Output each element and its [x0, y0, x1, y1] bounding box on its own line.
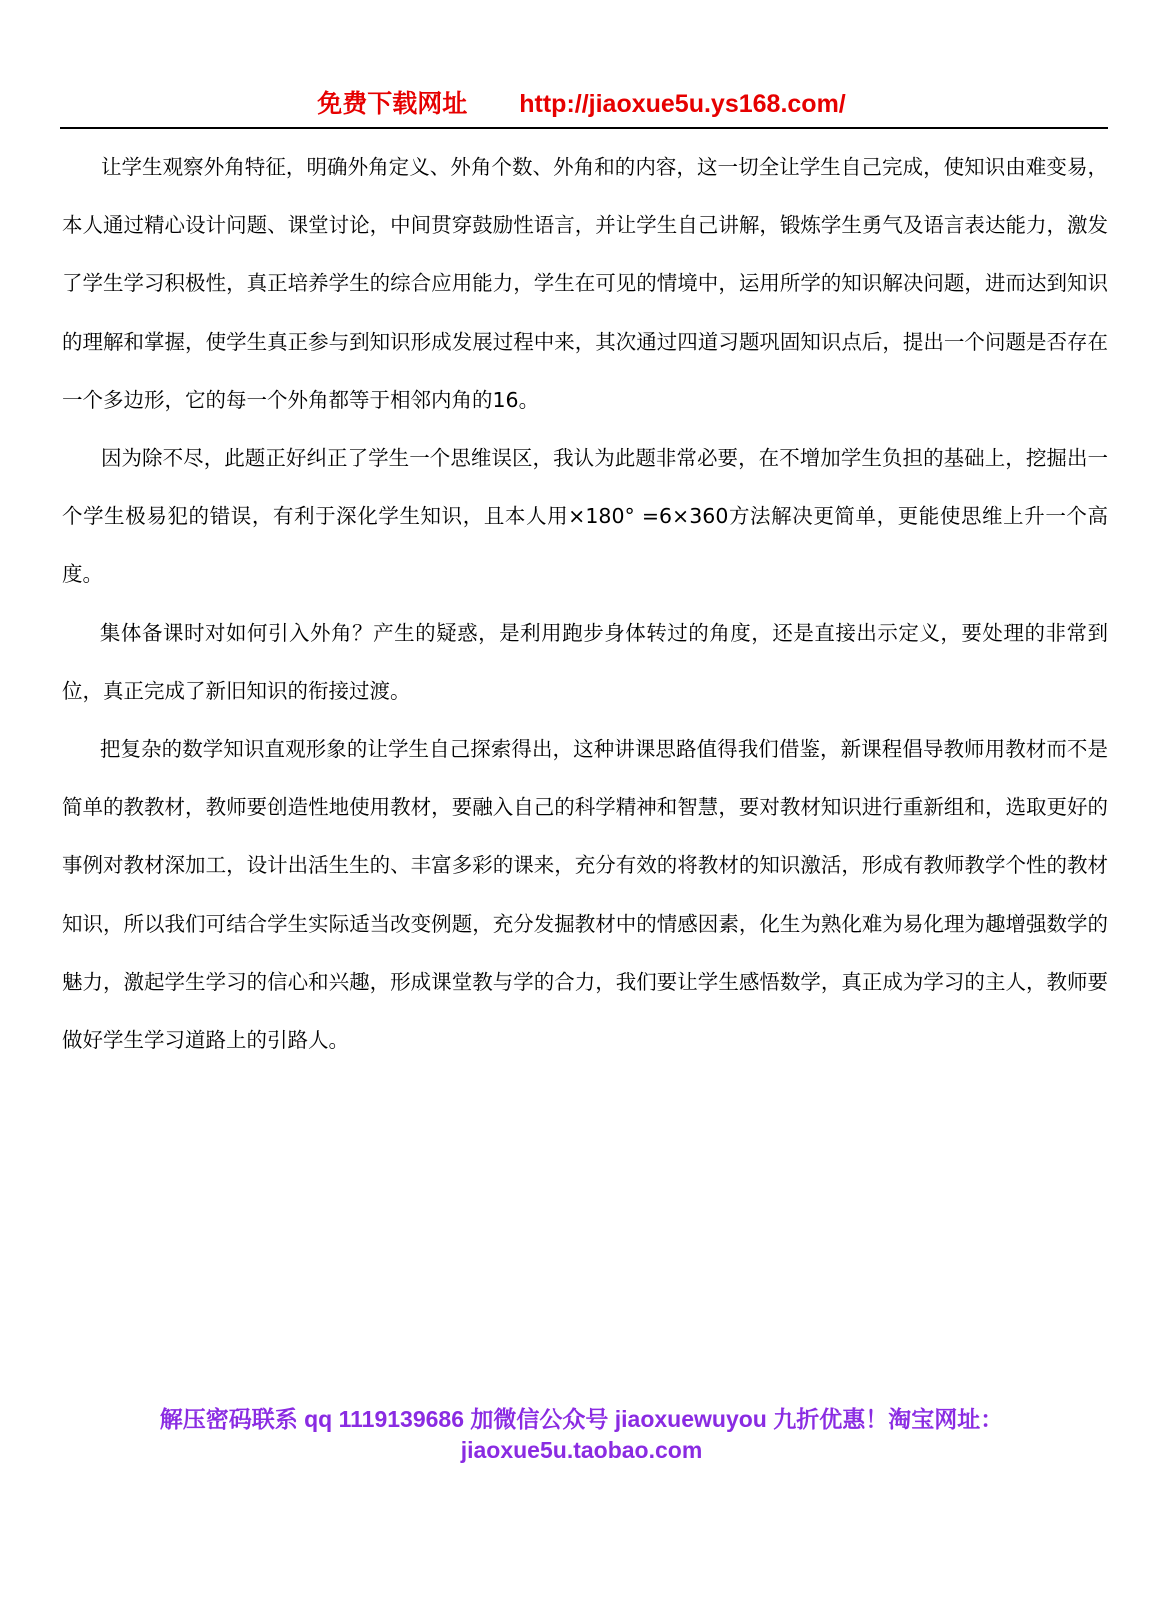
paragraph-3: 集体备课时对如何引入外角？产生的疑惑，是利用跑步身体转过的角度，还是直接出示定义，要处理的非常到位，真正完成了新旧知识的衔接过渡。 — [62, 620, 1108, 703]
header-label: 免费下载网址 — [317, 90, 468, 118]
page-header — [0, 86, 1163, 122]
page-footer — [0, 1404, 1163, 1466]
paragraph-2: 因为除不尽，此题正好纠正了学生一个思维误区，我认为此题非常必要，在不增加学生负担的基础上，挖掘出一个学生极易犯的错误，有利于深化学生知识，且本人用×180° =6×360方法解决更简单，更能使思维上升一个高度。 — [62, 446, 1108, 587]
paragraph-4: 把复杂的数学知识直观形象的让学生自己探索得出，这种讲课思路值得我们借鉴，新课程倡导教师用教材而不是简单的教教材，教师要创造性地使用教材，要融入自己的科学精神和智慧，要对教材知识进行重新组和，选取更好的事例对教材深加工，设计出活生生的、丰富多彩的课来，充分有效的将教材的知识激活，形成有教师教学个性的教材知识，所以我们可结合学生实际适当改变例题，充分发掘教材中的情感因素，化生为熟化难为易化理为趣增强数学的魅力，激起学生学习的信心和兴趣，形成课堂教与学的合力，我们要让学生感悟数学，真正成为学习的主人，教师要做好学生学习道路上的引路人。 — [62, 737, 1108, 1053]
document-body — [62, 138, 1108, 1069]
header-url-link[interactable]: http://jiaoxue5u.ys168.com/ — [519, 90, 846, 118]
paragraph-1: 让学生观察外角特征，明确外角定义、外角个数、外角和的内容，这一切全让学生自己完成，使知识由难变易，本人通过精心设计问题、课堂讨论，中间贯穿鼓励性语言，并让学生自己讲解，锻炼学生勇气及语言表达能力，激发了学生学习积极性，真正培养学生的综合应用能力，学生在可见的情境中，运用所学的知识解决问题，进而达到知识的理解和掌握，使学生真正参与到知识形成发展过程中来，其次通过四道习题巩固知识点后，提出一个问题是否存在一个多边形，它的每一个外角都等于相邻内角的16。 — [62, 155, 1108, 412]
footer-shop-link[interactable]: jiaoxue5u.taobao.com — [460, 1437, 703, 1463]
header-divider — [60, 127, 1108, 129]
footer-contact-line: 解压密码联系 qq 1119139686 加微信公众号 jiaoxuewuyou 九折优惠！淘宝网址： — [159, 1406, 1004, 1432]
